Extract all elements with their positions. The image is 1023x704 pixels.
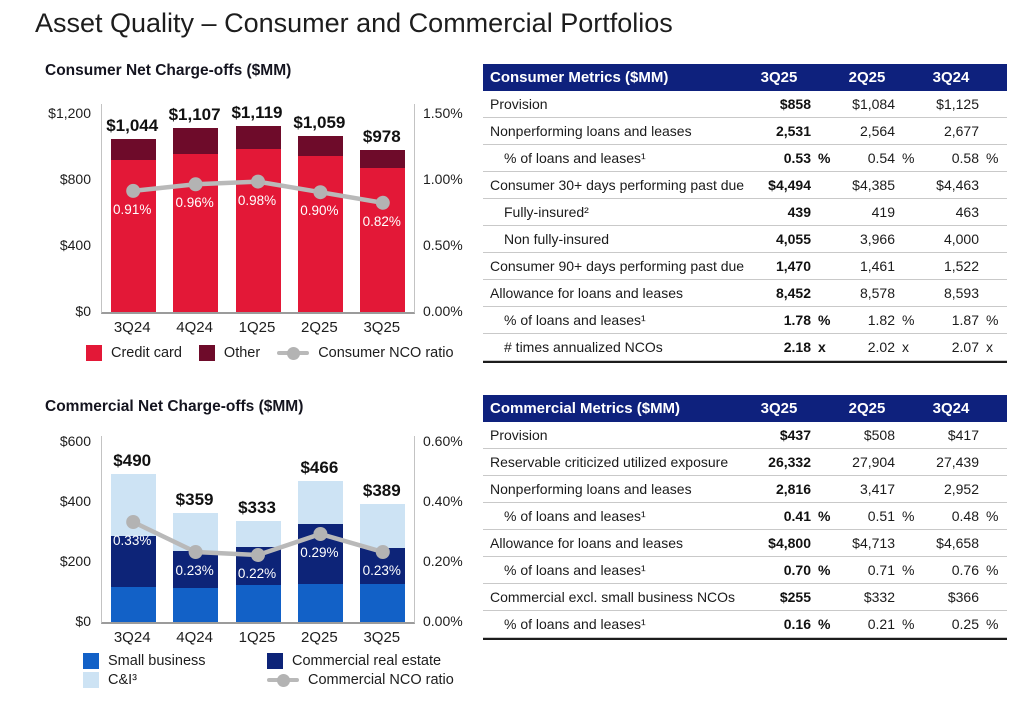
ci-swatch-icon: [83, 672, 99, 688]
cell-unit: %: [902, 562, 915, 578]
row-label: % of loans and leases¹: [504, 508, 646, 524]
cell-value: $332: [863, 589, 895, 605]
consumer-chart-title: Consumer Net Charge-offs ($MM): [45, 62, 292, 79]
nco-ratio-label: 0.96%: [175, 195, 214, 211]
cell-value: 2,531: [775, 123, 811, 139]
y-axis-tick-label: $600: [59, 433, 91, 449]
bar-total-label: $1,107: [168, 105, 221, 125]
cell-unit: %: [986, 616, 999, 632]
cell-value: 0.48: [951, 508, 979, 524]
cell-value: 1,522: [943, 258, 979, 274]
y-axis-tick-label: $0: [75, 613, 91, 629]
legend-item-other: [199, 345, 260, 361]
cell-value: 26,332: [768, 454, 811, 470]
page-title: Asset Quality – Consumer and Commercial Portfolios: [35, 8, 673, 38]
x-category-label: 3Q24: [113, 319, 151, 336]
dot-icon: [277, 674, 290, 687]
row-label: Reservable criticized utilized exposure: [490, 454, 729, 470]
commercial-real-estate-swatch-icon: [267, 653, 283, 669]
cell-value: $255: [779, 589, 811, 605]
consumer-net-charge-offs-chart: [40, 62, 476, 367]
row-label: Provision: [490, 96, 548, 112]
table-row: [483, 611, 1007, 638]
bar-total-label: $978: [362, 126, 401, 146]
small-business-swatch-icon: [83, 653, 99, 669]
cell-value: 2.02: [867, 339, 895, 355]
legend-item-credit-card: [86, 345, 182, 361]
nco-marker: [376, 196, 390, 210]
table-row: [483, 253, 1007, 280]
cell-unit: %: [818, 150, 831, 166]
nco-ratio-label: 0.90%: [300, 203, 339, 219]
cell-value: $4,658: [936, 535, 979, 551]
cell-value: 2,952: [943, 481, 979, 497]
bar-total-label: $333: [238, 498, 276, 518]
cell-value: 1.78: [783, 312, 811, 328]
cell-unit: %: [818, 562, 831, 578]
row-label: % of loans and leases¹: [504, 150, 646, 166]
cell-unit: %: [818, 312, 831, 328]
table-row: [483, 199, 1007, 226]
x-category-label: 1Q25: [238, 629, 276, 646]
cell-value: 0.53: [783, 150, 811, 166]
legend-label: Consumer NCO ratio: [318, 345, 454, 361]
dot-icon: [287, 347, 300, 360]
column-header: 3Q24: [932, 69, 970, 86]
nco-marker: [126, 515, 140, 529]
right-axis-tick-label: 0.20%: [423, 553, 463, 569]
credit-card-swatch-icon: [86, 345, 102, 361]
cell-unit: %: [818, 508, 831, 524]
table-title: Consumer Metrics ($MM): [490, 69, 669, 86]
nco-ratio-label: 0.29%: [300, 545, 339, 560]
table-row: [483, 172, 1007, 199]
legend-label: Small business: [108, 653, 206, 669]
row-label: Consumer 30+ days performing past due: [490, 177, 745, 193]
cell-value: $4,800: [768, 535, 811, 551]
cell-value: 27,904: [852, 454, 895, 470]
column-header: 3Q25: [760, 400, 798, 417]
row-label: Non fully-insured: [504, 231, 610, 247]
bar-total-label: $466: [300, 458, 339, 478]
table-row: [483, 118, 1007, 145]
nco-marker: [251, 175, 265, 189]
cell-value: 1,470: [775, 258, 811, 274]
bar-total-label: $1,119: [231, 103, 283, 123]
cell-value: 0.21: [867, 616, 895, 632]
right-axis-tick-label: 0.50%: [423, 237, 463, 253]
right-axis-tick-label: 1.00%: [423, 171, 463, 187]
nco-marker: [189, 545, 203, 559]
cell-value: $437: [779, 427, 811, 443]
table-row: [483, 334, 1007, 361]
cell-unit: x: [986, 339, 993, 355]
y-axis-tick-label: $400: [59, 493, 91, 509]
cell-value: 8,593: [943, 285, 979, 301]
right-axis-tick-label: 1.50%: [423, 105, 463, 121]
cell-value: $508: [863, 427, 895, 443]
cell-value: 3,417: [859, 481, 895, 497]
cell-unit: %: [986, 150, 999, 166]
nco-marker: [376, 545, 390, 559]
cell-value: 0.25: [951, 616, 979, 632]
y-axis-tick-label: $1,200: [48, 105, 91, 121]
legend-label: Credit card: [111, 345, 182, 361]
cell-unit: x: [818, 339, 826, 355]
cell-value: 0.70: [783, 562, 811, 578]
right-axis-tick-label: 0.60%: [423, 433, 463, 449]
cell-value: 419: [871, 204, 895, 220]
table-row: [483, 91, 1007, 118]
table-row: [483, 280, 1007, 307]
table-row: [483, 226, 1007, 253]
table-header: [483, 64, 1007, 91]
cell-unit: %: [818, 616, 831, 632]
table-row: [483, 503, 1007, 530]
y-axis-tick-label: $200: [59, 553, 91, 569]
cell-value: 2.07: [951, 339, 979, 355]
table-row: [483, 557, 1007, 584]
nco-marker: [251, 548, 265, 562]
table-row: [483, 145, 1007, 172]
bar-total-label: $389: [362, 481, 401, 501]
x-category-label: 1Q25: [238, 319, 276, 336]
legend-item-consumer-nco-ratio: [277, 345, 453, 361]
x-category-label: 3Q25: [363, 629, 401, 646]
row-label: Allowance for loans and leases: [490, 285, 684, 301]
commercial-net-charge-offs-chart: [40, 392, 476, 704]
nco-ratio-label: 0.23%: [175, 563, 214, 578]
table-row: [483, 307, 1007, 334]
nco-marker: [126, 184, 140, 198]
table-row: [483, 530, 1007, 557]
cell-value: 2,816: [775, 481, 811, 497]
row-label: Nonperforming loans and leases: [490, 481, 692, 497]
y-axis-tick-label: $0: [75, 303, 91, 319]
cell-value: 0.54: [867, 150, 895, 166]
column-header: 3Q24: [932, 400, 970, 417]
cell-value: 1.87: [951, 312, 979, 328]
bar-total-label: $1,044: [106, 115, 159, 135]
legend-item-commercial-real-estate: [267, 653, 454, 669]
cell-value: 2,677: [943, 123, 979, 139]
legend-item-commercial-nco-ratio: [267, 672, 454, 688]
cell-unit: %: [986, 508, 999, 524]
cell-value: 8,578: [859, 285, 895, 301]
x-category-label: 2Q25: [301, 629, 338, 646]
row-label: Nonperforming loans and leases: [490, 123, 692, 139]
cell-value: 2.18: [783, 339, 811, 355]
cell-unit: x: [902, 339, 909, 355]
cell-value: 27,439: [936, 454, 979, 470]
commercial-chart-title: Commercial Net Charge-offs ($MM): [45, 398, 304, 415]
column-header: 2Q25: [848, 69, 886, 86]
row-label: % of loans and leases¹: [504, 312, 646, 328]
x-category-label: 2Q25: [301, 319, 338, 336]
consumer-metrics-table: [483, 64, 1007, 363]
table-row: [483, 584, 1007, 611]
cell-unit: %: [902, 150, 915, 166]
table-header: [483, 395, 1007, 422]
nco-line-marker-icon: [277, 346, 309, 360]
table-row: [483, 476, 1007, 503]
nco-ratio-label: 0.22%: [237, 566, 277, 581]
cell-value: $4,713: [852, 535, 895, 551]
cell-value: 4,055: [775, 231, 811, 247]
cell-unit: %: [986, 562, 999, 578]
consumer-chart-legend: [86, 345, 454, 361]
table-row: [483, 422, 1007, 449]
commercial-metrics-table: [483, 395, 1007, 640]
legend-label: Commercial real estate: [292, 653, 442, 669]
y-axis-tick-label: $800: [59, 171, 91, 187]
cell-unit: %: [902, 312, 915, 328]
column-header: 3Q25: [760, 69, 798, 86]
right-axis-tick-label: 0.40%: [423, 493, 463, 509]
nco-ratio-label: 0.82%: [362, 213, 401, 229]
nco-marker: [313, 527, 327, 541]
cell-unit: %: [902, 616, 915, 632]
bar-total-label: $1,059: [293, 113, 346, 133]
cell-value: $858: [779, 96, 811, 112]
table-title: Commercial Metrics ($MM): [490, 400, 681, 417]
cell-value: $4,463: [936, 177, 979, 193]
x-category-label: 3Q24: [113, 629, 151, 646]
nco-ratio-label: 0.33%: [113, 533, 152, 548]
bar-total-label: $490: [113, 451, 152, 470]
cell-value: 1.82: [867, 312, 895, 328]
nco-ratio-label: 0.23%: [362, 563, 401, 578]
cell-value: 0.71: [867, 562, 895, 578]
cell-value: $4,385: [852, 177, 895, 193]
cell-unit: %: [902, 508, 915, 524]
cell-value: $1,125: [936, 96, 979, 112]
cell-value: 0.76: [951, 562, 979, 578]
commercial-chart-legend: [83, 653, 454, 688]
cell-value: 0.16: [783, 616, 811, 632]
row-label: Allowance for loans and leases: [490, 535, 684, 551]
row-label: % of loans and leases¹: [504, 616, 646, 632]
nco-marker: [189, 177, 203, 191]
bar-total-label: $359: [175, 490, 214, 510]
nco-marker: [313, 185, 327, 199]
table-row: [483, 449, 1007, 476]
cell-value: 2,564: [859, 123, 895, 139]
right-axis-tick-label: 0.00%: [423, 613, 463, 629]
nco-ratio-label: 0.91%: [113, 201, 152, 217]
row-label: Fully-insured²: [504, 204, 589, 220]
cell-unit: %: [986, 312, 999, 328]
row-label: Consumer 90+ days performing past due: [490, 258, 745, 274]
cell-value: $366: [947, 589, 979, 605]
cell-value: 1,461: [859, 258, 895, 274]
nco-line-marker-icon: [267, 673, 299, 687]
row-label: # times annualized NCOs: [504, 339, 663, 355]
cell-value: 0.41: [783, 508, 811, 524]
x-category-label: 4Q24: [176, 319, 213, 336]
legend-item-ci: [83, 672, 267, 688]
row-label: Commercial excl. small business NCOs: [490, 589, 736, 605]
cell-value: $417: [947, 427, 979, 443]
other-swatch-icon: [199, 345, 215, 361]
cell-value: 439: [787, 204, 811, 220]
cell-value: 0.51: [867, 508, 895, 524]
right-axis-tick-label: 0.00%: [423, 303, 463, 319]
row-label: % of loans and leases¹: [504, 562, 646, 578]
cell-value: $1,084: [852, 96, 895, 112]
cell-value: 463: [955, 204, 979, 220]
legend-label: Other: [223, 345, 261, 361]
column-header: 2Q25: [848, 400, 886, 417]
cell-value: 8,452: [775, 285, 811, 301]
cell-value: 0.58: [951, 150, 979, 166]
x-category-label: 3Q25: [363, 319, 401, 336]
y-axis-tick-label: $400: [59, 237, 91, 253]
cell-value: 3,966: [859, 231, 895, 247]
x-category-label: 4Q24: [176, 629, 213, 646]
cell-value: 4,000: [943, 231, 979, 247]
row-label: Provision: [490, 427, 548, 443]
nco-ratio-label: 0.98%: [237, 192, 277, 208]
legend-label: Commercial NCO ratio: [308, 672, 454, 688]
cell-value: $4,494: [768, 177, 811, 193]
legend-label: C&I³: [108, 672, 137, 688]
legend-item-small-business: [83, 653, 267, 669]
